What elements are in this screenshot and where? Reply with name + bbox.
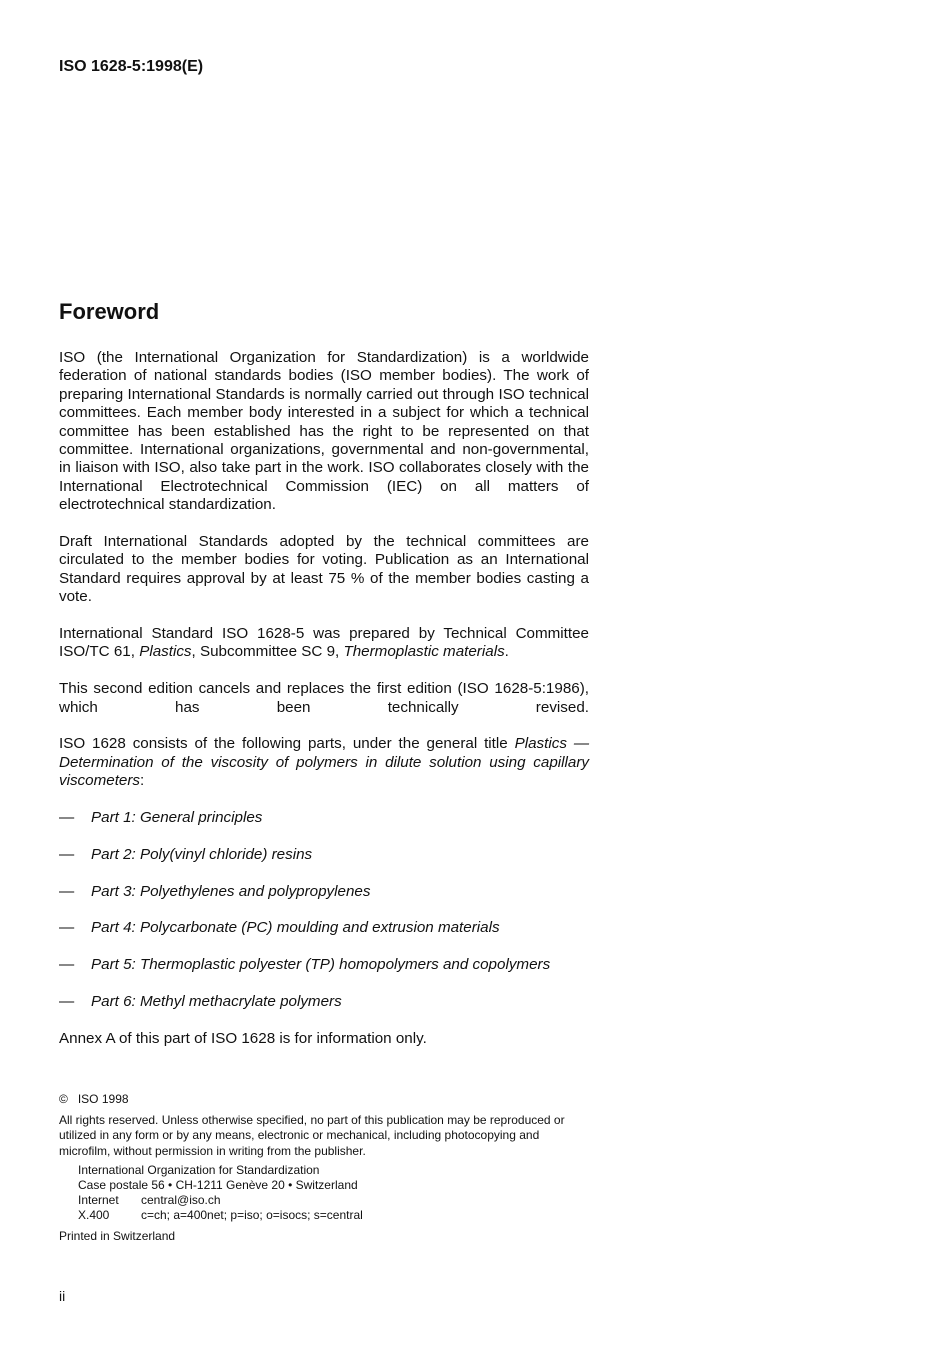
dash-marker: —: [59, 845, 75, 863]
list-item: [59, 919, 589, 937]
paragraph-iso-intro: ISO (the International Organization for Standardization) is a worldwide federation of national standards bodies (ISO member bodies). The work of preparing International Standards is normally carried out through ISO technical committees. Each member body interested in a subject for which a technical committee has been established has the right to be represented on that committee. International organizations, governmental and non-governmental, in liaison with ISO, also take part in the work. ISO collaborates closely with the International Electrotechnical Commission (IEC) on all matters of electrotechnical standardization.: [59, 349, 589, 514]
list-item: [59, 846, 589, 864]
dash-marker: —: [59, 956, 75, 974]
internet-row: [78, 1193, 591, 1208]
copyright-symbol: ©: [59, 1092, 68, 1106]
paragraph-edition: This second edition cancels and replaces the first edition (ISO 1628-5:1986), which has been technically revised.: [59, 680, 589, 716]
part-title: Part 5: Thermoplastic polyester (TP) homopolymers and copolymers: [91, 956, 551, 974]
dash-marker: —: [59, 993, 75, 1011]
x400-row: [78, 1208, 591, 1223]
paragraph-annex: Annex A of this part of ISO 1628 is for information only.: [59, 1029, 427, 1047]
part-title: Part 3: Polyethylenes and polypropylenes: [91, 882, 371, 900]
paragraph-drafts: Draft International Standards adopted by the technical committees are circulated to the member bodies for voting. Publication as an International Standard requires approval by at least 75 % of the member bodies casting a vote.: [59, 533, 589, 606]
prepared-text-c: , Subcommittee SC 9,: [191, 643, 344, 661]
paragraph-parts-intro: [59, 735, 589, 790]
dash-marker: —: [59, 809, 75, 827]
copyright-block: [59, 1092, 591, 1244]
copyright-line: [59, 1092, 591, 1107]
org-name: International Organization for Standardization: [78, 1162, 320, 1177]
internet-value: central@iso.ch: [141, 1193, 221, 1208]
general-title: Plastics — Determination of the viscosity of polymers in dilute solution using capillary viscometers: [59, 735, 590, 790]
parts-intro-a: ISO 1628 consists of the following parts, under the general title: [59, 735, 515, 753]
part-title: Part 1: General principles: [91, 809, 263, 827]
dash-marker: —: [59, 882, 75, 900]
part-title: Part 2: Poly(vinyl chloride) resins: [91, 845, 313, 863]
prepared-text-a: International Standard ISO 1628-5 was prepared by Technical Committee ISO/TC 61,: [59, 625, 589, 661]
subcommittee-name: Thermoplastic materials: [343, 643, 505, 661]
page-title: Foreword: [59, 299, 160, 324]
x400-label: X.400: [78, 1208, 110, 1223]
copyright-year: ISO 1998: [77, 1092, 129, 1106]
postal-address: Case postale 56 • CH-1211 Genève 20 • Switzerland: [78, 1178, 358, 1193]
page-number: ii: [59, 1288, 66, 1304]
list-item: [59, 809, 589, 827]
list-item: [59, 993, 589, 1011]
list-item: [59, 883, 589, 901]
committee-plastics: Plastics: [139, 643, 192, 661]
publisher-address: [59, 1163, 591, 1224]
part-title: Part 6: Methyl methacrylate polymers: [91, 993, 342, 1011]
foreword-body: [59, 349, 589, 1067]
parts-intro-c: :: [140, 772, 145, 790]
part-title: Part 4: Polycarbonate (PC) moulding and extrusion materials: [91, 919, 500, 937]
x400-value: c=ch; a=400net; p=iso; o=isocs; s=central: [141, 1208, 363, 1223]
printed-in: Printed in Switzerland: [59, 1228, 176, 1243]
rights-notice: All rights reserved. Unless otherwise specified, no part of this publication may be reproduced or utilized in any form or by any means, electronic or mechanical, including photocopying and microfilm, without permission in writing from the publisher.: [59, 1113, 565, 1158]
dash-marker: —: [59, 919, 75, 937]
prepared-text-e: .: [504, 643, 509, 661]
document-header: ISO 1628-5:1998(E): [59, 58, 204, 75]
paragraph-prepared-by: [59, 625, 589, 662]
internet-label: Internet: [78, 1193, 119, 1208]
list-item: [59, 956, 589, 974]
